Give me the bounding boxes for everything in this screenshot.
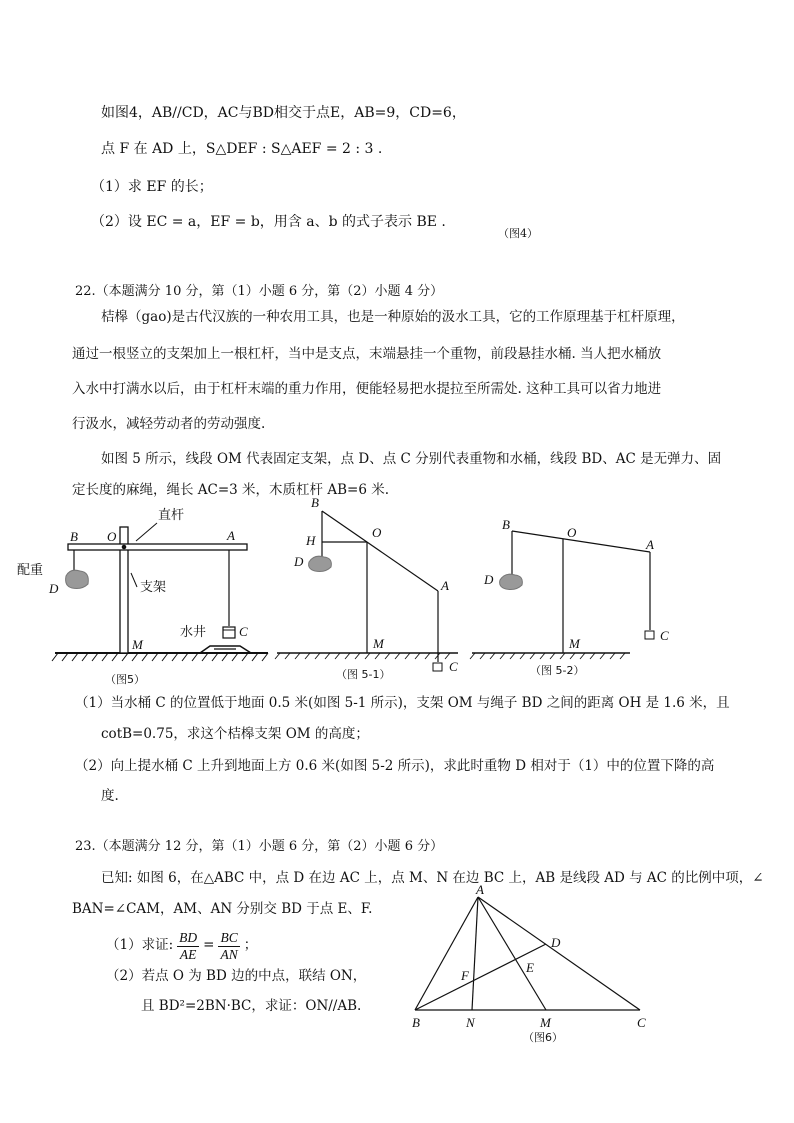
fig5-lever-label: 直杆 (158, 508, 185, 523)
fig5-support-label: 支架 (140, 580, 167, 595)
figure-5-2 (470, 531, 654, 659)
fig51-label-a: A (441, 578, 449, 593)
q22-part2a: （2）向上提水桶 C 上升到地面上方 0.6 米(如图 5-2 所示)，求此时重物 D 相对于（1）中的位置下降的高 (75, 758, 715, 774)
fig51-label-d: D (294, 554, 304, 569)
q22-intro4: 行汲水，减轻劳动者的劳动强度. (72, 416, 266, 432)
figure-5-1 (275, 511, 458, 671)
q23-part2b: 且 BD²=2BN·BC，求证：ON//AB. (141, 998, 362, 1014)
fig6-label-e: E (526, 960, 534, 975)
frac2-num: BC (220, 930, 238, 945)
q22-intro1: 桔槔（gao)是古代汉族的一种农用工具，也是一种原始的汲水工具，它的工作原理基于杠杆原理， (101, 309, 685, 325)
fig51-label-b: B (311, 495, 319, 510)
fig51-label-h: H (306, 533, 316, 548)
frac1-num: BD (179, 930, 198, 945)
fig6-label-c: C (637, 1015, 646, 1030)
frac1-den: AE (179, 946, 197, 962)
q22-intro3: 入水中打满水以后，由于杠杆末端的重力作用，便能轻易把水提拉至所需处. 这种工具可以省力地进 (72, 381, 662, 397)
fig52-label-b: B (502, 517, 510, 532)
figure-6 (415, 897, 640, 1010)
fig6-label-m: M (540, 1015, 551, 1030)
q22-part1b: cotB=0.75，求这个桔槔支架 OM 的高度； (101, 726, 369, 742)
q21-line1: 如图4，AB//CD，AC与BD相交于点E，AB=9，CD=6， (101, 105, 466, 121)
fig6-caption: （图6） (523, 1031, 563, 1044)
fig6-label-d: D (551, 935, 561, 950)
q22-part2b: 度. (101, 788, 119, 804)
q23-part2a: （2）若点 O 为 BD 边的中点，联结 ON， (106, 968, 367, 984)
fig51-label-m: M (373, 636, 384, 651)
fig51-label-o: O (372, 525, 382, 540)
fig5-well-label: 水井 (180, 625, 207, 640)
fig6-label-n: N (466, 1015, 475, 1030)
q23-intro1: 已知: 如图 6，在△ABC 中，点 D 在边 AC 上，点 M、N 在边 BC 上，AB 是线段 AD 与 AC 的比例中项，∠ (101, 870, 764, 886)
fig5-label-b: B (70, 529, 78, 544)
q21-fig-caption: （图4） (498, 227, 538, 240)
q22-desc1: 如图 5 所示，线段 OM 代表固定支架，点 D、点 C 分别代表重物和水桶，线段 BD、AC 是无弹力、固 (101, 451, 722, 467)
fig52-label-c: C (660, 628, 669, 643)
fig5-weight-label: 配重 (17, 563, 44, 578)
q21-part2: （2）设 EC = a，EF = b，用含 a、b 的式子表示 BE . (91, 214, 446, 230)
q21-part1: （1）求 EF 的长； (91, 179, 213, 195)
q22-intro2: 通过一根竖立的支架加上一根杠杆，当中是支点，末端悬挂一个重物，前段悬挂水桶. 当人把水桶放 (72, 346, 662, 362)
fig5-caption: （图5） (105, 673, 145, 686)
q23-intro2: BAN=∠CAM，AM、AN 分别交 BD 于点 E、F. (72, 901, 373, 917)
q23-part1-prefix: （1）求证: (106, 937, 174, 954)
fig5-label-a: A (227, 528, 235, 543)
fig6-label-a: A (476, 882, 484, 897)
fig5-label-d: D (49, 581, 59, 596)
fig51-label-c: C (449, 659, 458, 674)
fig5-label-o: O (107, 529, 117, 544)
frac2-den: AN (220, 946, 238, 962)
q21-line2: 点 F 在 AD 上，S△DEF : S△AEF = 2 : 3 . (101, 141, 383, 157)
fig6-label-b: B (412, 1015, 420, 1030)
figure-6-labels (412, 882, 646, 1044)
q23-header: 23.（本题满分 12 分，第（1）小题 6 分，第（2）小题 6 分） (75, 839, 444, 854)
fig52-label-d: D (484, 572, 494, 587)
fig51-caption: （图 5-1） (336, 668, 391, 681)
fig5-label-c: C (239, 624, 248, 639)
fig6-label-f: F (461, 968, 469, 983)
q22-desc2: 定长度的麻绳，绳长 AC=3 米，木质杠杆 AB=6 米. (72, 482, 390, 498)
q23-part1-suffix: ； (243, 937, 258, 954)
fig52-label-a: A (646, 537, 654, 552)
fig52-label-o: O (567, 525, 577, 540)
fig52-caption: （图 5-2） (530, 664, 585, 677)
q22-header: 22.（本题满分 10 分，第（1）小题 6 分，第（2）小题 4 分） (75, 284, 444, 299)
q23-part1: （1）求证: $\frac{BD}{AE}$ = $\frac{BC}{AN}$ ； (106, 930, 258, 962)
fig5-label-m: M (132, 637, 143, 652)
q22-part1a: （1）当水桶 C 的位置低于地面 0.5 米(如图 5-1 所示)，支架 OM 与绳子 BD 之间的距离 OH 是 1.6 米，且 (75, 695, 730, 711)
fig52-label-m: M (569, 636, 580, 651)
